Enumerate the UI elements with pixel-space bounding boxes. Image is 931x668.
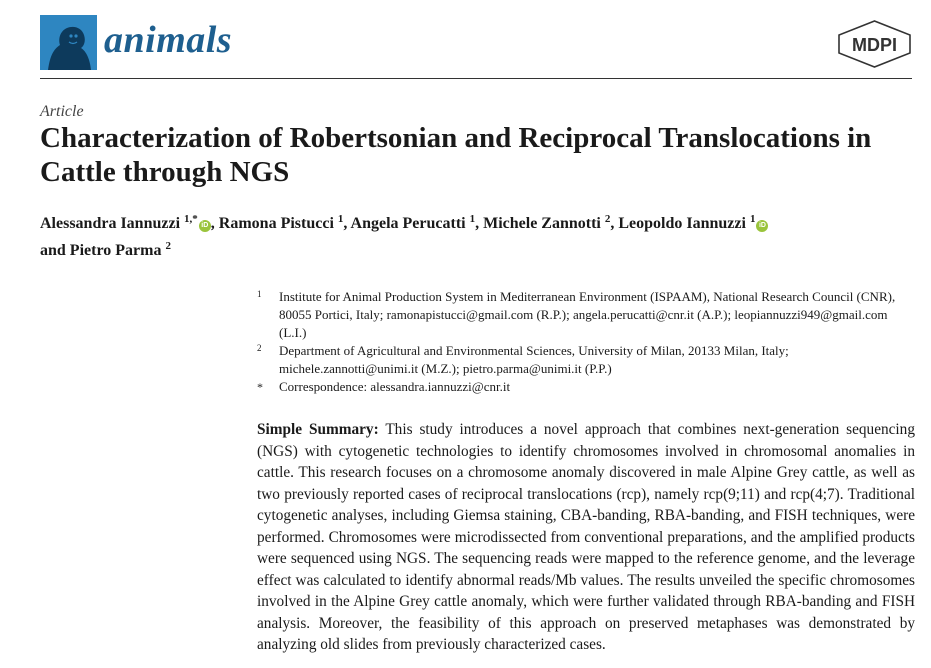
header-divider	[40, 78, 912, 79]
publisher-logo[interactable]	[837, 19, 912, 69]
author[interactable]: Angela Perucatti $^1$	[350, 213, 476, 232]
summary-text: This study introduces a novel approach that combines next-generation sequencing (NGS) with cytogenetic technologies to identify chromosomes involved in chromosomal anomalies in cattle. This research focuses on a chromosome anomaly discovered in male Alpine Grey cattle, as well as two previously reported cases of reciprocal translocations (rcp), namely rcp(9;11) and rcp(4;7). Traditional cytogenetic analyses, including Giemsa staining, CBA-banding, RBA-banding, and FISH techniques, were performed. Chromosomes were microdissected from conventional preparations, and the amplified products were sequenced using NGS. The sequencing reads were mapped to the reference genome, and the leverage effect was calculated to identify abnormal reads/Mb values. The results unveiled the specific chromosomes involved in the Alpine Grey cattle anomaly, which were further validated through RBA-banding and FISH analysis. Moreover, the feasibility of this approach on preserved metaphases was demonstrated by analyzing old slides from previously characterized cases.	[257, 421, 915, 653]
correspondence-text: Correspondence: alessandra.iannuzzi@cnr.it	[279, 379, 511, 394]
affiliation-item	[257, 342, 917, 378]
affiliation-text: Institute for Animal Production System in Mediterranean Environment (ISPAAM), National Research Council (CNR), 80055 Portici, Italy; ramonapistucci@gmail.com (R.P.); angela.perucatti@cnr.it (A.P.); leopiannuzzi949@gmail.com (L.I.)	[279, 289, 896, 340]
correspondence	[257, 378, 917, 396]
author[interactable]: Michele Zannotti $^2$	[483, 213, 611, 232]
article-title: Characterization of Robertsonian and Reciprocal Translocations in Cattle through NGS	[40, 122, 872, 188]
affiliation-text: Department of Agricultural and Environmental Sciences, University of Milan, 20133 Milan, Italy; michele.zannotti@unimi.it (M.Z.); pietro.parma@unimi.it (P.P.)	[279, 343, 789, 376]
simple-summary	[257, 419, 915, 656]
orcid-icon[interactable]: iD	[756, 220, 768, 232]
author-list: Alessandra Iannuzzi $^{1,*}$iD , Ramona Pistucci $^1$, Angela Perucatti $^1$, Michele Zannotti $^2$, Leopoldo Iannuzzi $^1$iD and Pietro Parma $^2$	[40, 208, 920, 262]
author[interactable]: Alessandra Iannuzzi $^{1,*}$iD	[40, 215, 211, 232]
publisher-name: MDPI	[852, 35, 897, 55]
article-type: Article	[40, 103, 84, 120]
author[interactable]: Pietro Parma $^2$	[69, 240, 171, 259]
affiliations	[257, 288, 917, 396]
affiliation-mark: *	[257, 380, 263, 394]
journal-logo[interactable]	[40, 15, 97, 70]
authors-and: and	[40, 242, 66, 259]
affiliation-mark: 2	[257, 343, 262, 353]
affiliation-mark: 1	[257, 289, 262, 299]
affiliation-item	[257, 288, 917, 342]
journal-name[interactable]: animals	[104, 19, 233, 61]
author[interactable]: Ramona Pistucci $^1$	[218, 213, 344, 232]
author[interactable]: Leopoldo Iannuzzi $^1$iD	[618, 215, 768, 232]
gorilla-icon	[40, 15, 97, 70]
summary-label: Simple Summary:	[257, 421, 379, 438]
mdpi-logo-icon	[837, 19, 912, 69]
orcid-icon[interactable]: iD	[199, 220, 211, 232]
